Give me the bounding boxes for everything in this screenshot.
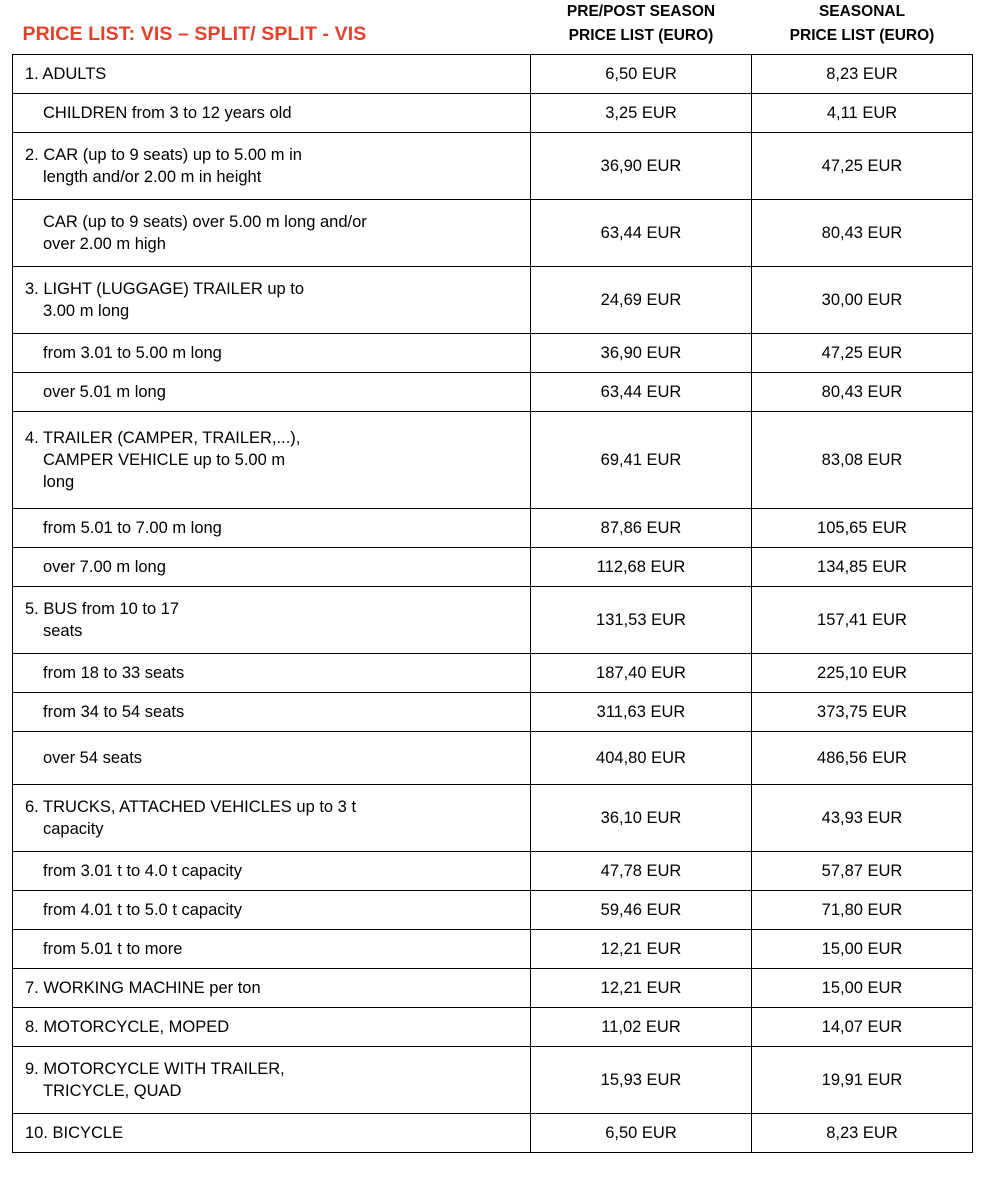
table-row xyxy=(13,969,973,1008)
table-row xyxy=(13,548,973,587)
price-seasonal: 71,80 EUR xyxy=(752,891,973,930)
price-seasonal: 15,00 EUR xyxy=(752,969,973,1008)
row-description-line: 8. MOTORCYCLE, MOPED xyxy=(25,1017,230,1036)
table-row xyxy=(13,1047,973,1114)
row-description-line: over 5.01 m long xyxy=(43,382,166,401)
price-seasonal: 80,43 EUR xyxy=(752,373,973,412)
price-pre-post-season: 6,50 EUR xyxy=(531,55,752,94)
price-seasonal: 15,00 EUR xyxy=(752,930,973,969)
row-description xyxy=(13,1114,531,1153)
table-row xyxy=(13,852,973,891)
table-row xyxy=(13,509,973,548)
price-seasonal: 57,87 EUR xyxy=(752,852,973,891)
table-row xyxy=(13,200,973,267)
column-header-seasonal-line2: PRICE LIST (EURO) xyxy=(789,27,935,45)
row-description xyxy=(13,1008,531,1047)
row-description-line: CAR (up to 9 seats) over 5.00 m long and/or xyxy=(43,212,367,231)
table-header xyxy=(13,0,973,55)
price-pre-post-season: 15,93 EUR xyxy=(531,1047,752,1114)
row-description-line: 5. BUS from 10 to 17 xyxy=(25,599,180,618)
table-row xyxy=(13,693,973,732)
price-pre-post-season: 63,44 EUR xyxy=(531,373,752,412)
row-description-line: over 54 seats xyxy=(43,748,143,767)
price-seasonal: 47,25 EUR xyxy=(752,334,973,373)
price-pre-post-season: 12,21 EUR xyxy=(531,930,752,969)
price-pre-post-season: 6,50 EUR xyxy=(531,1114,752,1153)
price-pre-post-season: 187,40 EUR xyxy=(531,654,752,693)
row-description-line: long xyxy=(43,473,75,492)
price-seasonal: 8,23 EUR xyxy=(752,55,973,94)
column-header-pre-post-season xyxy=(531,0,752,55)
price-pre-post-season: 36,90 EUR xyxy=(531,133,752,200)
row-description-line: over 7.00 m long xyxy=(43,557,166,576)
price-seasonal: 157,41 EUR xyxy=(752,587,973,654)
row-description xyxy=(13,732,531,785)
table-row xyxy=(13,732,973,785)
price-seasonal: 14,07 EUR xyxy=(752,1008,973,1047)
row-description-line: 3.00 m long xyxy=(43,302,130,321)
row-description-line: 10. BICYCLE xyxy=(25,1123,124,1142)
table-row xyxy=(13,891,973,930)
row-description-line: TRICYCLE, QUAD xyxy=(43,1082,182,1101)
price-pre-post-season: 11,02 EUR xyxy=(531,1008,752,1047)
price-seasonal: 4,11 EUR xyxy=(752,94,973,133)
price-list-table xyxy=(12,0,973,1153)
column-header-pre-post-season-line1: PRE/POST SEASON xyxy=(566,3,716,20)
table-row xyxy=(13,373,973,412)
table-row xyxy=(13,412,973,509)
price-seasonal: 19,91 EUR xyxy=(752,1047,973,1114)
row-description-line: 4. TRAILER (CAMPER, TRAILER,...), xyxy=(25,428,301,447)
price-seasonal: 80,43 EUR xyxy=(752,200,973,267)
price-seasonal: 486,56 EUR xyxy=(752,732,973,785)
row-description xyxy=(13,334,531,373)
row-description xyxy=(13,891,531,930)
row-description-line: 6. TRUCKS, ATTACHED VEHICLES up to 3 t xyxy=(25,797,357,816)
price-seasonal: 373,75 EUR xyxy=(752,693,973,732)
row-description xyxy=(13,930,531,969)
price-seasonal: 83,08 EUR xyxy=(752,412,973,509)
row-description xyxy=(13,94,531,133)
row-description xyxy=(13,587,531,654)
table-row xyxy=(13,55,973,94)
price-list-title: PRICE LIST: VIS – SPLIT/ SPLIT - VIS xyxy=(22,23,367,46)
table-row xyxy=(13,785,973,852)
row-description xyxy=(13,969,531,1008)
row-description xyxy=(13,548,531,587)
column-header-seasonal xyxy=(752,0,973,55)
column-header-seasonal-line1: SEASONAL xyxy=(818,3,906,20)
row-description-line: capacity xyxy=(43,820,104,839)
price-pre-post-season: 36,10 EUR xyxy=(531,785,752,852)
row-description-line: CHILDREN from 3 to 12 years old xyxy=(43,103,292,122)
row-description-line: CAMPER VEHICLE up to 5.00 m xyxy=(43,450,286,469)
row-description xyxy=(13,654,531,693)
row-description-line: from 3.01 to 5.00 m long xyxy=(43,343,222,362)
price-seasonal: 30,00 EUR xyxy=(752,267,973,334)
price-seasonal: 134,85 EUR xyxy=(752,548,973,587)
row-description-line: 2. CAR (up to 9 seats) up to 5.00 m in xyxy=(25,145,302,164)
row-description xyxy=(13,373,531,412)
row-description-line: over 2.00 m high xyxy=(43,235,166,254)
price-seasonal: 105,65 EUR xyxy=(752,509,973,548)
table-row xyxy=(13,930,973,969)
row-description-line: from 18 to 33 seats xyxy=(43,663,185,682)
row-description-line: 1. ADULTS xyxy=(25,64,107,83)
row-description-line: seats xyxy=(43,622,83,641)
price-pre-post-season: 24,69 EUR xyxy=(531,267,752,334)
price-pre-post-season: 36,90 EUR xyxy=(531,334,752,373)
table-row xyxy=(13,94,973,133)
row-description xyxy=(13,55,531,94)
price-seasonal: 8,23 EUR xyxy=(752,1114,973,1153)
price-pre-post-season: 311,63 EUR xyxy=(531,693,752,732)
row-description-line: from 5.01 t to more xyxy=(43,939,183,958)
table-row xyxy=(13,334,973,373)
row-description-line: from 34 to 54 seats xyxy=(43,702,185,721)
row-description-line: 7. WORKING MACHINE per ton xyxy=(25,978,261,997)
price-seasonal: 225,10 EUR xyxy=(752,654,973,693)
row-description xyxy=(13,693,531,732)
row-description-line: 9. MOTORCYCLE WITH TRAILER, xyxy=(25,1059,285,1078)
price-pre-post-season: 404,80 EUR xyxy=(531,732,752,785)
row-description xyxy=(13,267,531,334)
row-description-line: 3. LIGHT (LUGGAGE) TRAILER up to xyxy=(25,279,305,298)
row-description xyxy=(13,1047,531,1114)
price-pre-post-season: 69,41 EUR xyxy=(531,412,752,509)
table-row xyxy=(13,1008,973,1047)
price-pre-post-season: 63,44 EUR xyxy=(531,200,752,267)
price-pre-post-season: 87,86 EUR xyxy=(531,509,752,548)
price-pre-post-season: 131,53 EUR xyxy=(531,587,752,654)
table-row xyxy=(13,1114,973,1153)
price-pre-post-season: 12,21 EUR xyxy=(531,969,752,1008)
row-description xyxy=(13,785,531,852)
row-description-line: from 3.01 t to 4.0 t capacity xyxy=(43,861,243,880)
row-description-line: from 4.01 t to 5.0 t capacity xyxy=(43,900,243,919)
row-description xyxy=(13,852,531,891)
price-pre-post-season: 59,46 EUR xyxy=(531,891,752,930)
table-row xyxy=(13,133,973,200)
row-description-line: from 5.01 to 7.00 m long xyxy=(43,518,222,537)
table-row xyxy=(13,267,973,334)
price-seasonal: 43,93 EUR xyxy=(752,785,973,852)
table-body xyxy=(13,55,973,1153)
row-description xyxy=(13,509,531,548)
table-row xyxy=(13,654,973,693)
row-description-line: length and/or 2.00 m in height xyxy=(43,168,262,187)
price-seasonal: 47,25 EUR xyxy=(752,133,973,200)
row-description xyxy=(13,133,531,200)
row-description xyxy=(13,200,531,267)
price-pre-post-season: 3,25 EUR xyxy=(531,94,752,133)
price-pre-post-season: 112,68 EUR xyxy=(531,548,752,587)
column-header-pre-post-season-line2: PRICE LIST (EURO) xyxy=(568,27,714,45)
row-description xyxy=(13,412,531,509)
table-row xyxy=(13,587,973,654)
price-pre-post-season: 47,78 EUR xyxy=(531,852,752,891)
